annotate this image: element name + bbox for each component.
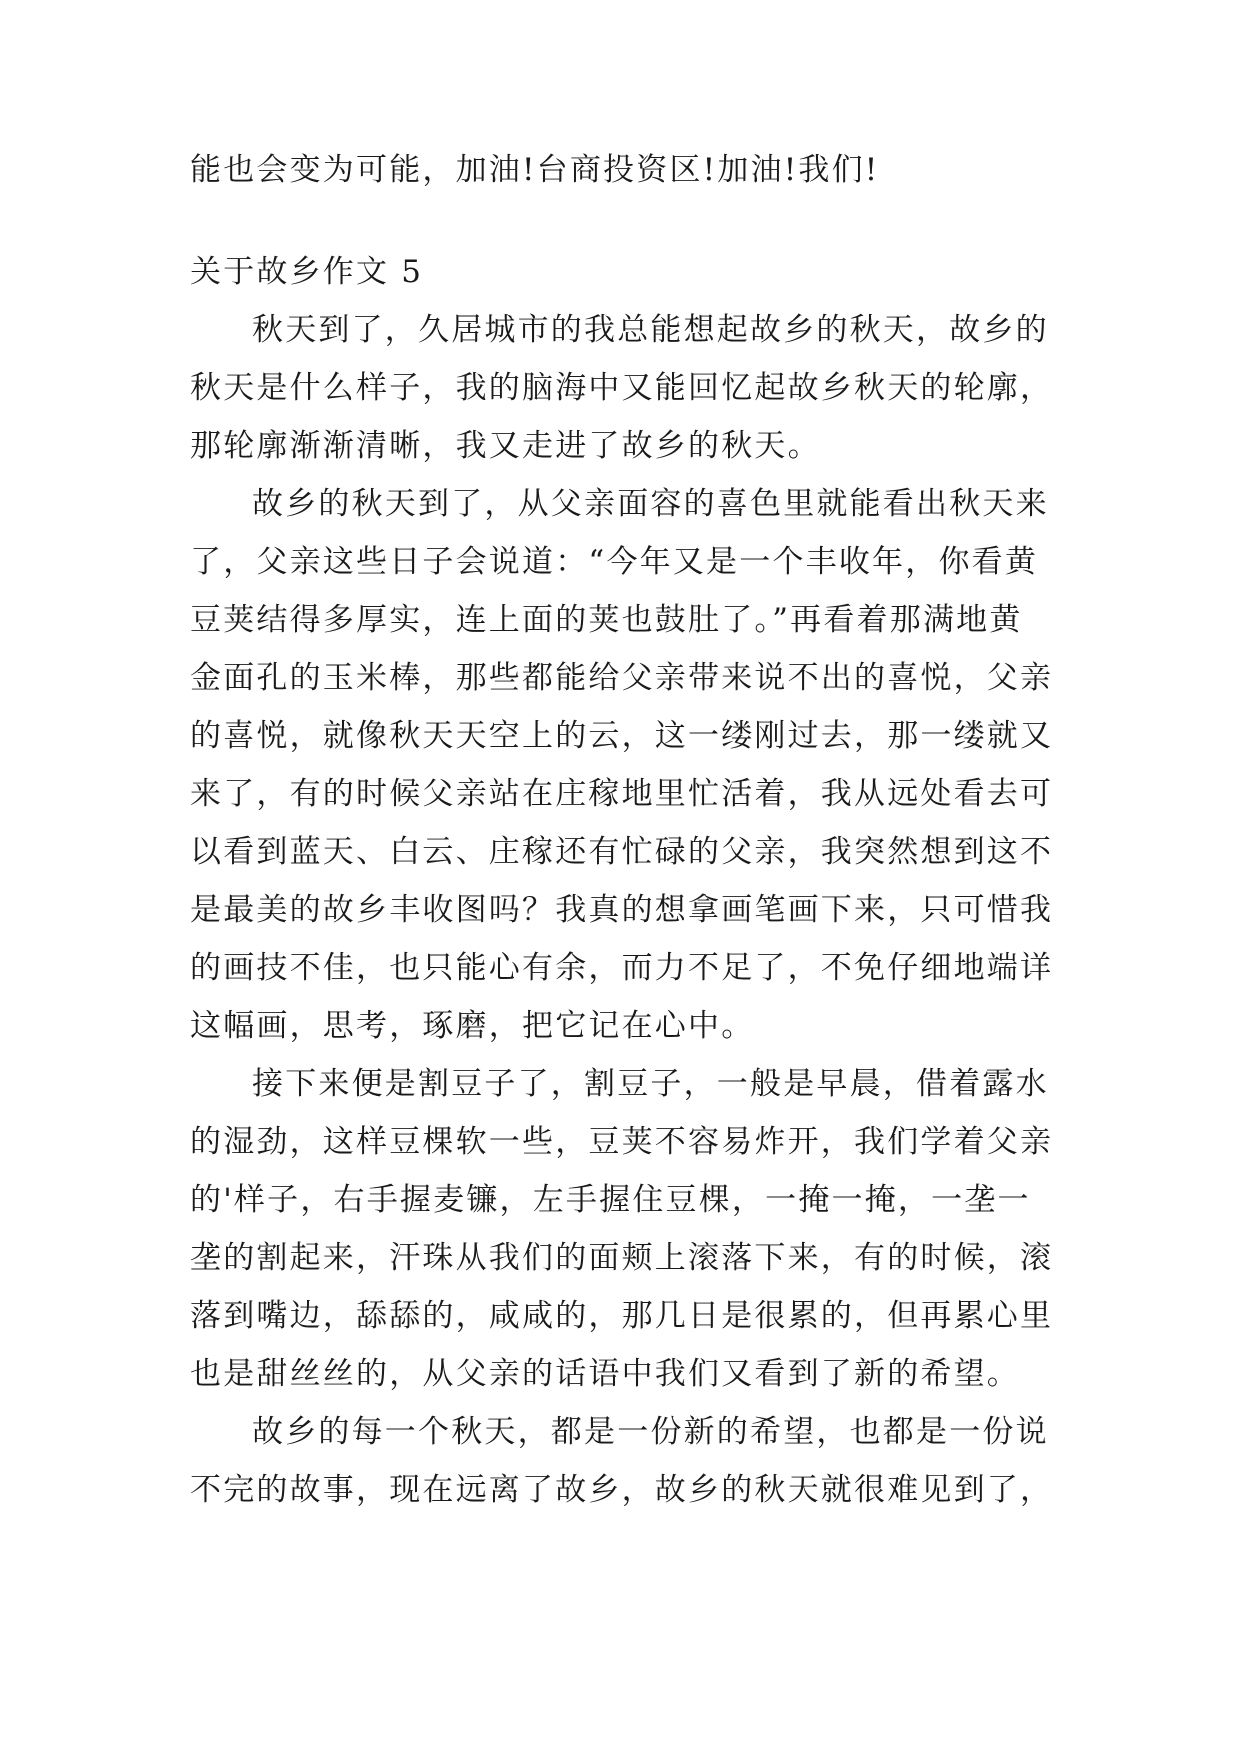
text-line: 这幅画，思考，琢磨，把它记在心中。 (190, 1008, 755, 1044)
text-line: 了，父亲这些日子会说道：“今年又是一个丰收年，你看黄 (190, 544, 1039, 580)
paragraph-first-line: 故乡的秋天到了，从父亲面容的喜色里就能看出秋天来 (252, 486, 1049, 522)
text-line: 是最美的故乡丰收图吗？我真的想拿画笔画下来，只可惜我 (190, 892, 1054, 928)
text-line: 能也会变为可能，加油!台商投资区!加油!我们! (190, 152, 880, 188)
text-line: 金面孔的玉米棒，那些都能给父亲带来说不出的喜悦，父亲 (190, 660, 1054, 696)
text-line: 的'样子，右手握麦镰，左手握住豆棵，一掩一掩，一垄一 (190, 1182, 1031, 1218)
text-line: 不完的故事，现在远离了故乡，故乡的秋天就很难见到了， (190, 1472, 1054, 1508)
section-heading: 关于故乡作文 5 (190, 254, 424, 290)
paragraph-first-line: 接下来便是割豆子了，割豆子，一般是早晨，借着露水 (252, 1066, 1049, 1102)
paragraph-first-line: 故乡的每一个秋天，都是一份新的希望，也都是一份说 (252, 1414, 1049, 1450)
text-line: 也是甜丝丝的，从父亲的话语中我们又看到了新的希望。 (190, 1356, 1020, 1392)
text-line: 以看到蓝天、白云、庄稼还有忙碌的父亲，我突然想到这不 (190, 834, 1054, 870)
text-line: 落到嘴边，舔舔的，咸咸的，那几日是很累的，但再累心里 (190, 1298, 1054, 1334)
text-line: 的喜悦，就像秋天天空上的云，这一缕刚过去，那一缕就又 (190, 718, 1054, 754)
text-line: 豆荚结得多厚实，连上面的荚也鼓肚了。”再看着那满地黄 (190, 602, 1023, 638)
text-line: 来了，有的时候父亲站在庄稼地里忙活着，我从远处看去可 (190, 776, 1054, 812)
text-line: 垄的割起来，汗珠从我们的面颊上滚落下来，有的时候，滚 (190, 1240, 1054, 1276)
text-line: 的湿劲，这样豆棵软一些，豆荚不容易炸开，我们学着父亲 (190, 1124, 1054, 1160)
text-line: 秋天是什么样子，我的脑海中又能回忆起故乡秋天的轮廓， (190, 370, 1054, 406)
text-line: 那轮廓渐渐清晰，我又走进了故乡的秋天。 (190, 428, 821, 464)
text-line: 的画技不佳，也只能心有余，而力不足了，不免仔细地端详 (190, 950, 1054, 986)
paragraph-first-line: 秋天到了，久居城市的我总能想起故乡的秋天，故乡的 (252, 312, 1049, 348)
